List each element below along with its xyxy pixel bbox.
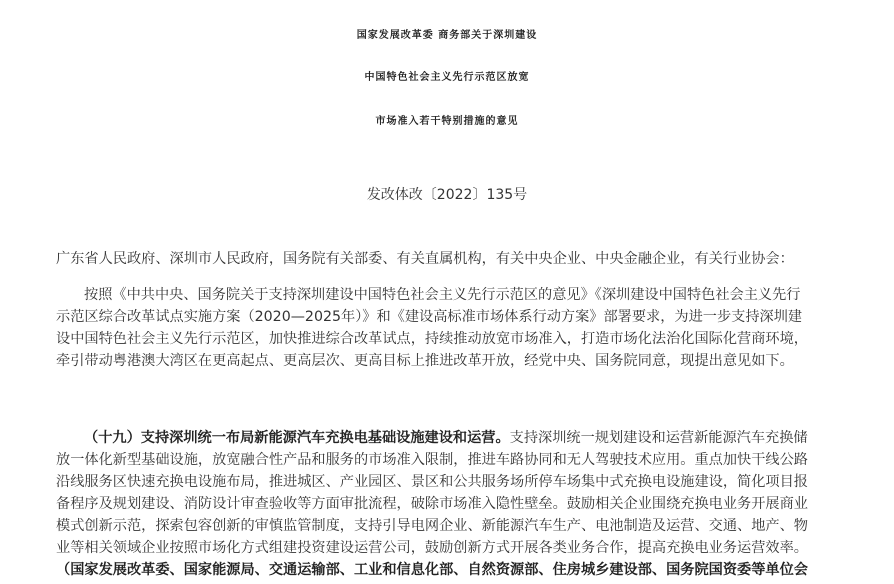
addressees: 广东省人民政府、深圳市人民政府，国务院有关部委、有关直属机构，有关中央企业、中央金融企业，有关行业协会： [56,251,794,267]
section-19-line-4: 备程序及规划建设、消防设计审查验收等方面审批流程，破除市场准入隐性壁垒。鼓励相关企业围绕充换电业务开展商业 [56,496,808,512]
preamble-line-2: 示范区综合改革试点实施方案（2020—2025年）》和《建设高标准市场体系行动方案》部署要求，为进一步支持深圳建 [56,309,803,325]
document-title-line-3: 市场准入若干特别措施的意见 [375,116,519,127]
preamble-line-4: 牵引带动粤港澳大湾区在更高起点、更高层次、更高目标上推进改革开放，经党中央、国务院同意，现提出意见如下。 [56,353,794,369]
section-19-responsible-units: （国家发展改革委、国家能源局、交通运输部、工业和信息化部、自然资源部、住房城乡建设部、国务院国资委等单位会 [56,562,808,578]
section-19-line-2: 放一体化新型基础设施，放宽融合性产品和服务的市场准入限制，推进车路协同和无人驾驶技术应用。重点加快干线公路 [56,452,808,468]
section-19-heading: （十九）支持深圳统一布局新能源汽车充换电基础设施建设和运营。 [84,430,510,446]
document-title-line-2: 中国特色社会主义先行示范区放宽 [364,72,530,83]
document-number: 发改体改〔2022〕135号 [366,187,528,203]
section-19-line-6: 业等相关领域企业按照市场化方式组建投资建设运营公司，鼓励创新方式开展各类业务合作，提高充换电业务运营效率。 [56,540,808,556]
section-19-first-line-rest: 支持深圳统一规划建设和运营新能源汽车充换储 [509,430,808,446]
preamble-line-1: 按照《中共中央、国务院关于支持深圳建设中国特色社会主义先行示范区的意见》《深圳建设中国特色社会主义先行 [84,287,801,303]
preamble-line-3: 设中国特色社会主义先行示范区，加快推进综合改革试点，持续推动放宽市场准入，打造市场化法治化国际化营商环境， [56,331,808,347]
document-title-line-1: 国家发展改革委 商务部关于深圳建设 [356,30,538,41]
section-19-line-5: 模式创新示范，探索包容创新的审慎监管制度，支持引导电网企业、新能源汽车生产、电池制造及运营、交通、地产、物 [56,518,808,534]
section-19-first-line [84,428,808,448]
section-19-line-3: 沿线服务区快速充换电设施布局，推进城区、产业园区、景区和公共服务场所停车场集中式充换电设施建设，简化项目报 [56,474,808,490]
